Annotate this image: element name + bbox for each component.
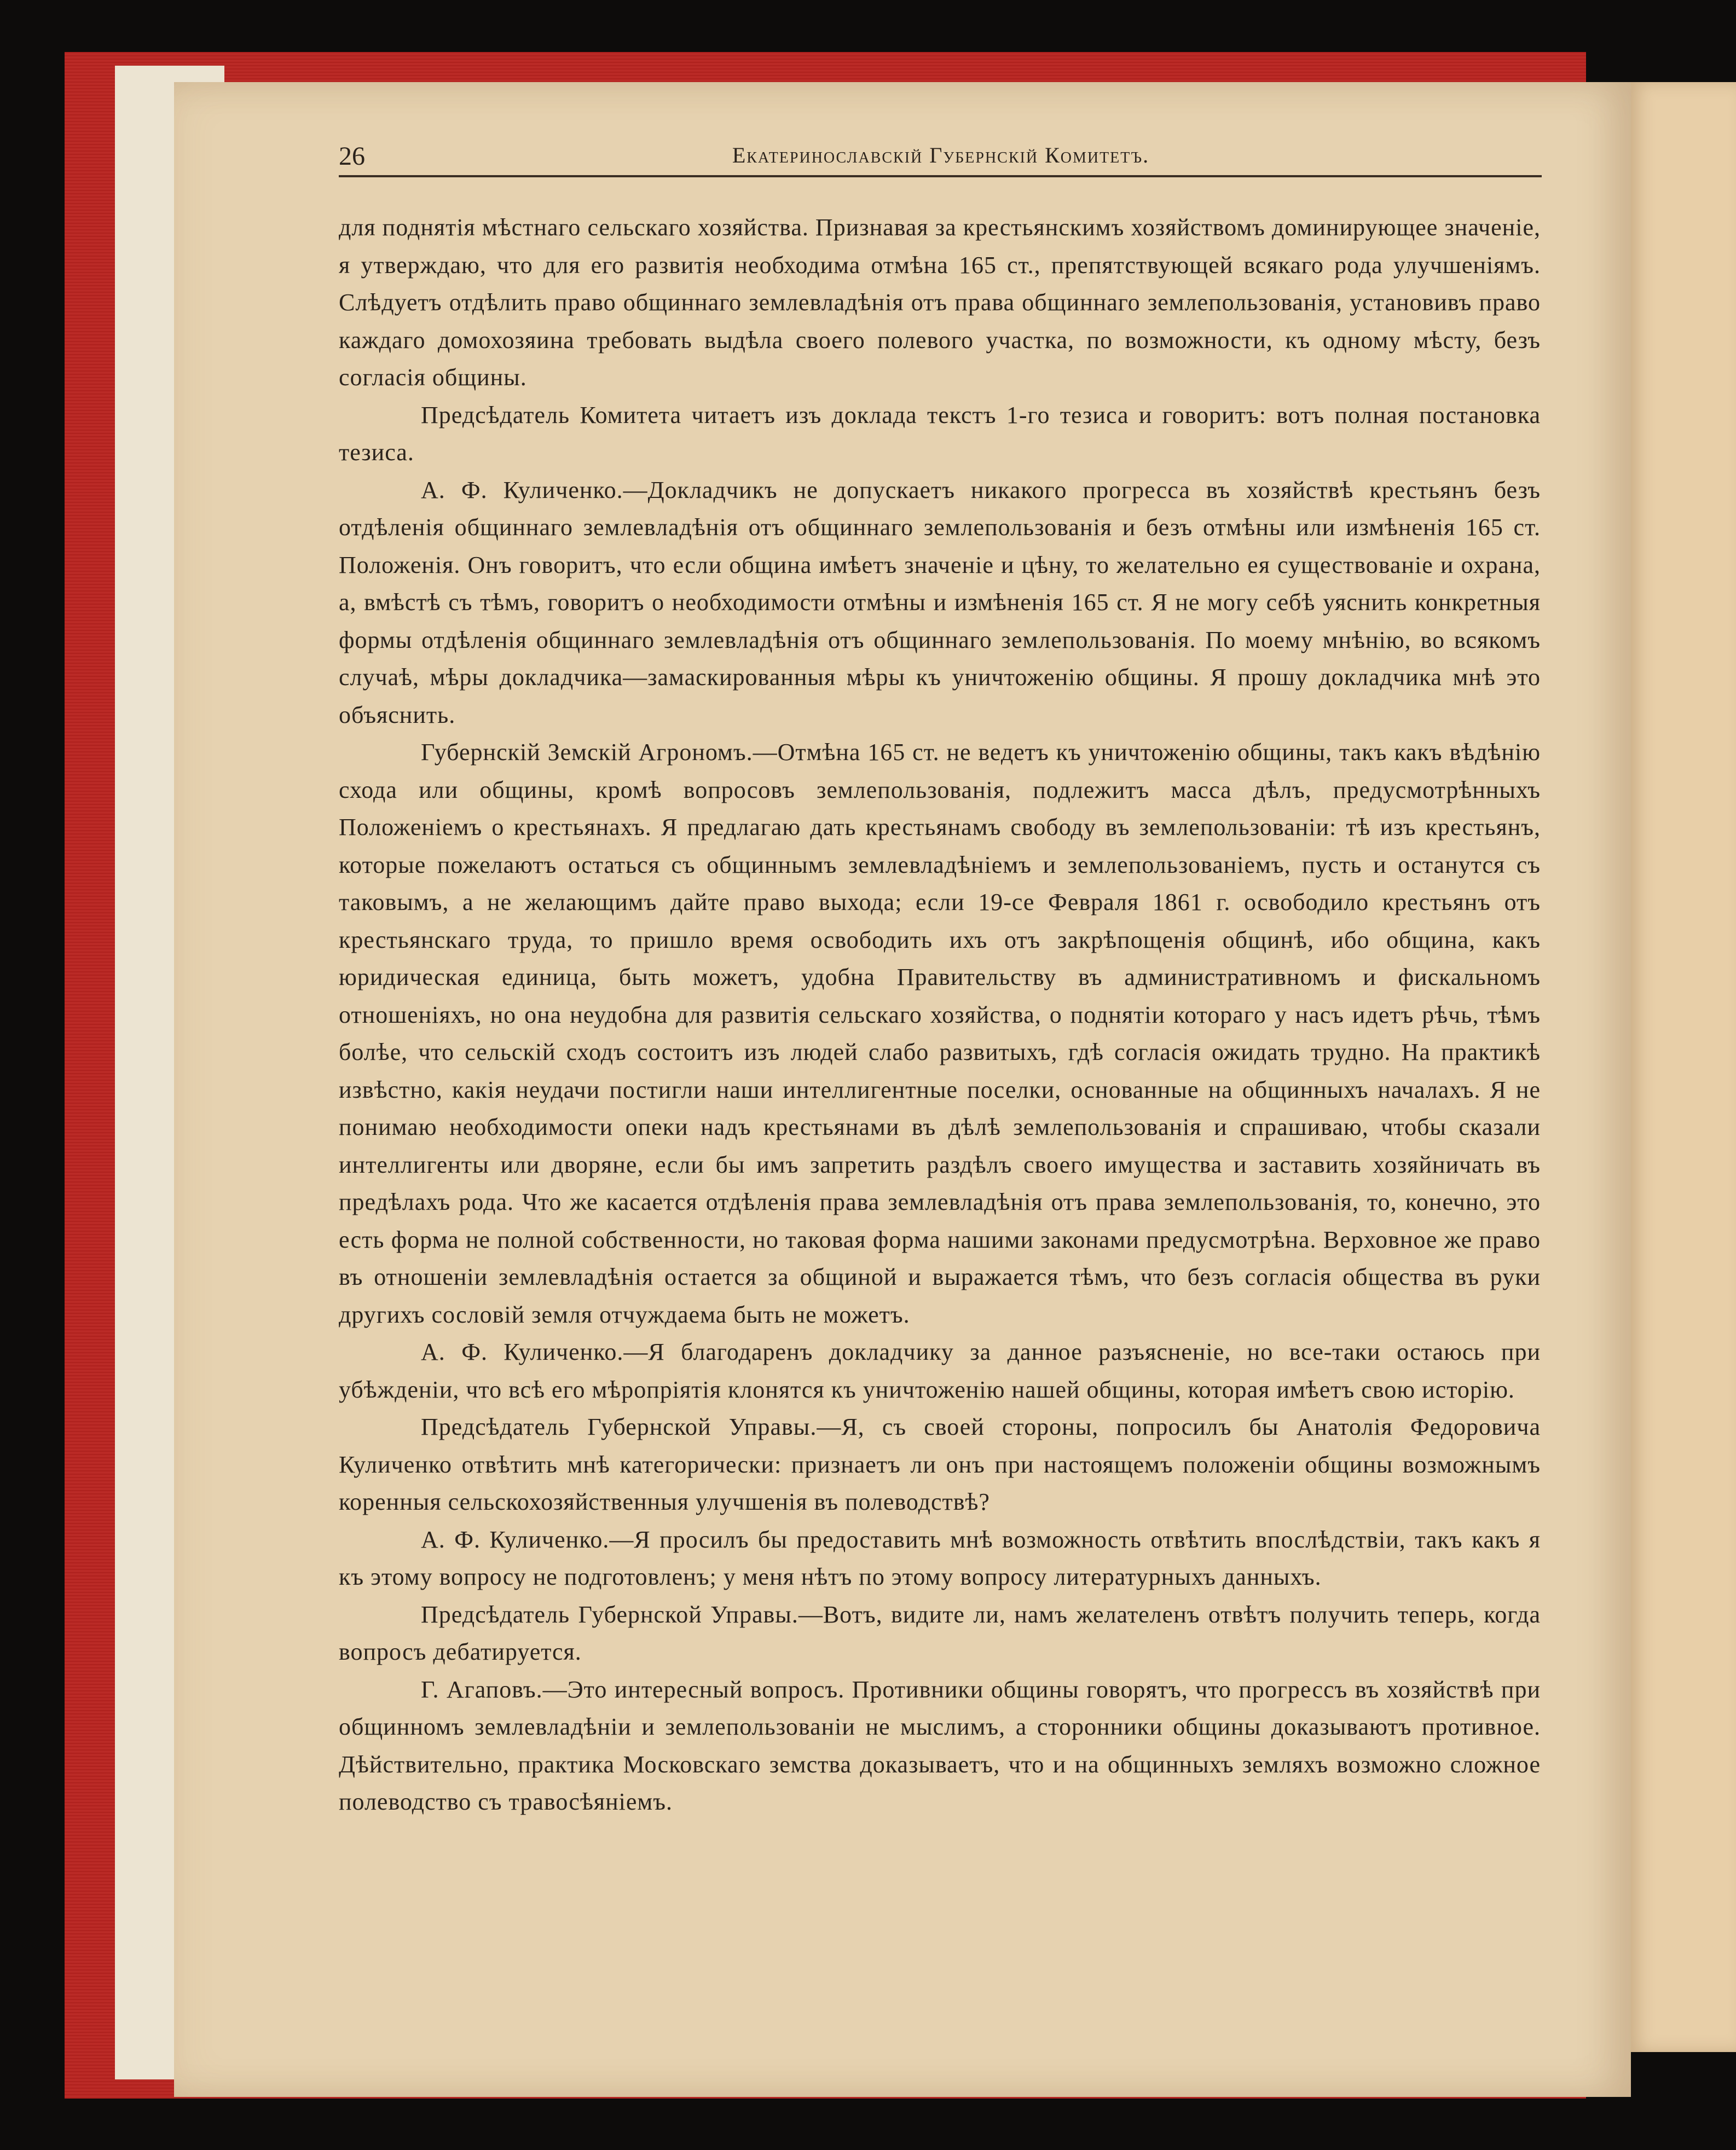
facing-page-edge (1628, 82, 1736, 2052)
paragraph: для поднятія мѣстнаго сельскаго хозяйства. Признавая за крестьянскимъ хозяйствомъ доминирующее значеніе, я утверждаю, что для его развитія необходима отмѣна 165 ст., препятствующей всякаго рода улучшеніямъ. Слѣдуетъ отдѣлить право общиннаго землевладѣнія отъ права общиннаго землепользованія, установивъ право каждаго домохозяина требовать выдѣла своего полевого участка, по возможности, къ одному мѣсту, безъ согласія общины. (339, 214, 1541, 391)
paragraph: Г. Агаповъ.—Это интересный вопросъ. Противники общины говорятъ, что прогрессъ въ хозяйствѣ при общинномъ землевладѣніи и землепользованіи не мыслимъ, а сторонники общины доказываютъ противное. Дѣйствительно, практика Московскаго земства доказываетъ, что и на общинныхъ земляхъ возможно сложное полеводство съ травосѣяніемъ. (339, 1676, 1541, 1815)
running-head: Екатеринославскій Губернскій Комитетъ. (732, 143, 1150, 167)
page-header (339, 141, 1543, 185)
page-body (339, 209, 1541, 1821)
paragraph: А. Ф. Куличенко.—Я просилъ бы предоставить мнѣ возможность отвѣтить впослѣдствіи, такъ какъ я къ этому вопросу не подготовленъ; у меня нѣтъ по этому вопросу литературныхъ данныхъ. (339, 1526, 1541, 1590)
header-rule (339, 175, 1542, 177)
paragraph: Предсѣдатель Комитета читаетъ изъ доклада текстъ 1-го тезиса и говоритъ: вотъ полная постановка тезиса. (339, 401, 1541, 466)
book-page (174, 82, 1631, 2097)
paragraph: Предсѣдатель Губернской Управы.—Я, съ своей стороны, попросилъ бы Анатолія Федоровича Куличенко отвѣтить мнѣ категорически: признаетъ ли онъ при настоящемъ положеніи общины возможнымъ коренныя сельскохозяйственныя улучшенія въ полеводствѣ? (339, 1413, 1541, 1515)
paragraph: Губернскій Земскій Агрономъ.—Отмѣна 165 ст. не ведетъ къ уничтоженію общины, такъ какъ вѣдѣнію схода или общины, кромѣ вопросовъ землепользованія, подлежитъ масса дѣлъ, предусмотрѣнныхъ Положеніемъ о крестьянахъ. Я предлагаю дать крестьянамъ свободу въ землепользованіи: тѣ изъ крестьянъ, которые пожелаютъ остаться съ общиннымъ землевладѣніемъ и землепользованіемъ, пусть и останутся съ таковымъ, а не желающимъ дайте право выхода; если 19-се Февраля 1861 г. освободило крестьянъ отъ крестьянскаго труда, то пришло время освободить ихъ отъ закрѣпощенія общинѣ, ибо община, какъ юридическая единица, быть можетъ, удобна Правительству въ административномъ и фискальномъ отношеніяхъ, но она неудобна для развитія сельскаго хозяйства, о поднятіи котораго у насъ идетъ рѣчь, тѣмъ болѣе, что сельскій сходъ состоитъ изъ людей слабо развитыхъ, гдѣ согласія ожидать трудно. На практикѣ извѣстно, какія неудачи постигли наши интеллигентные поселки, основанные на общинныхъ началахъ. Я не понимаю необходимости опеки надъ крестьянами въ дѣлѣ землепользованія и спрашиваю, чтобы сказали интеллигенты или дворяне, если бы имъ запретить раздѣлъ своего имущества и заставить хозяйничать въ предѣлахъ рода. Что же касается отдѣленія права землевладѣнія отъ права землепользованія, то, конечно, это есть форма не полной собственности, но таковая форма нашими законами предусмотрѣна. Верховное же право въ отношеніи землевладѣнія остается за общиной и выражается тѣмъ, что безъ согласія общества въ руки другихъ сословій земля отчуждаема быть не можетъ. (339, 739, 1541, 1328)
paragraph: А. Ф. Куличенко.—Докладчикъ не допускаетъ никакого прогресса въ хозяйствѣ крестьянъ безъ отдѣленія общиннаго землевладѣнія отъ общиннаго землепользованія и безъ отмѣны или измѣненія 165 ст. Положенія. Онъ говоритъ, что если община имѣетъ значеніе и цѣну, то желательно ея существованіе и охрана, а, вмѣстѣ съ тѣмъ, говоритъ о необходимости отмѣны и измѣненія 165 ст. Я не могу себѣ уяснить конкретныя формы отдѣленія общиннаго землевладѣнія отъ общиннаго землепользованія. По моему мнѣнію, во всякомъ случаѣ, мѣры докладчика—замаскированныя мѣры къ уничтоженію общины. Я прошу докладчика мнѣ это объяснить. (339, 476, 1541, 728)
page-number: 26 (339, 142, 365, 171)
paragraph: А. Ф. Куличенко.—Я благодаренъ докладчику за данное разъясненіе, но все-таки остаюсь при убѣжденіи, что всѣ его мѣропріятія клонятся къ уничтоженію нашей общины, которая имѣетъ свою исторію. (339, 1338, 1541, 1403)
paragraph: Предсѣдатель Губернской Управы.—Вотъ, видите ли, намъ желателенъ отвѣтъ получить теперь, когда вопросъ дебатируется. (339, 1601, 1541, 1665)
